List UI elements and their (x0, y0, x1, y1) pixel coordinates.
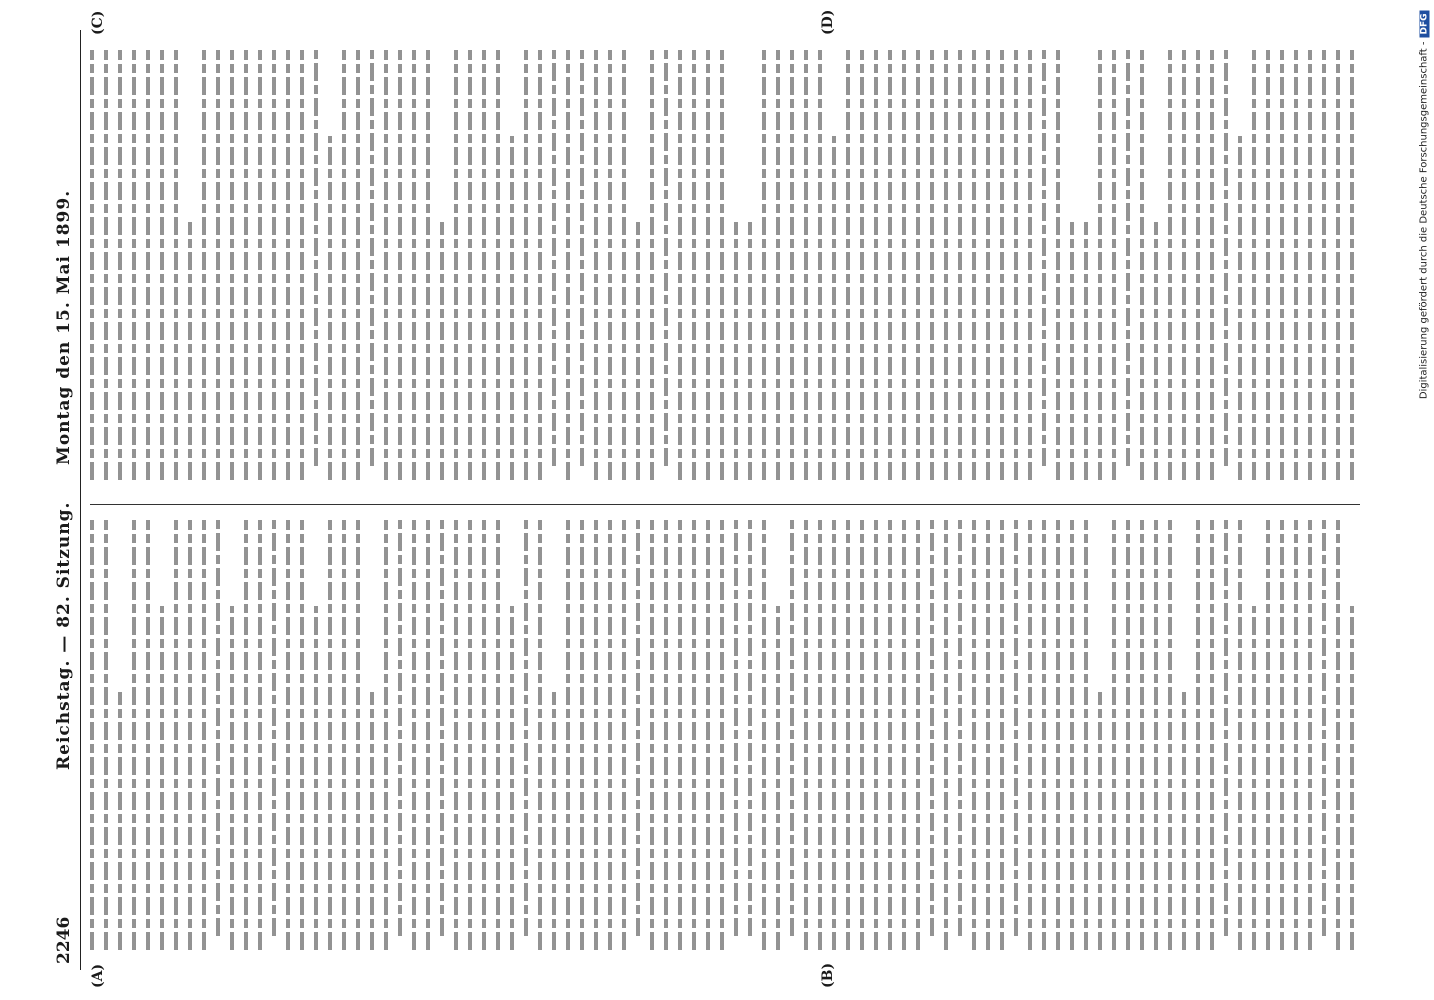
text-line (1266, 50, 1270, 480)
text-line (1042, 520, 1046, 950)
right-column-text (90, 50, 1370, 480)
text-line (258, 50, 262, 480)
text-line (1098, 50, 1102, 480)
text-line (482, 50, 486, 480)
text-line (1168, 520, 1172, 950)
column-divider (90, 504, 1360, 505)
margin-marker-a: (A) (90, 963, 106, 988)
text-line (398, 50, 402, 480)
text-line (538, 520, 542, 950)
text-line (986, 520, 990, 950)
text-line (216, 520, 220, 936)
text-line (118, 50, 122, 480)
text-line (104, 520, 108, 950)
text-line (384, 520, 388, 950)
text-line (1252, 50, 1256, 480)
text-line (174, 50, 178, 480)
margin-marker-d: (D) (820, 9, 836, 35)
text-line (342, 50, 346, 480)
text-line (1056, 520, 1060, 950)
text-line (342, 520, 346, 950)
text-line (916, 50, 920, 480)
text-line (1014, 50, 1018, 480)
text-line (986, 50, 990, 480)
text-line (580, 520, 584, 950)
text-line (1280, 50, 1284, 480)
text-line (1308, 520, 1312, 950)
text-line (1000, 520, 1004, 950)
text-line (1168, 50, 1172, 480)
text-line (188, 520, 192, 950)
text-line (1126, 520, 1130, 950)
text-line (118, 692, 122, 950)
text-line (230, 50, 234, 480)
text-line (454, 520, 458, 950)
text-line (230, 606, 234, 950)
text-line (426, 520, 430, 950)
text-line (1350, 50, 1354, 480)
text-line (566, 520, 570, 950)
text-line (160, 50, 164, 480)
text-line (328, 520, 332, 950)
text-line (1322, 50, 1326, 480)
text-line (720, 520, 724, 950)
text-line (790, 50, 794, 480)
text-line (860, 520, 864, 950)
text-line (818, 520, 822, 950)
text-line (650, 520, 654, 950)
text-line (930, 50, 934, 480)
text-line (496, 50, 500, 480)
text-line (1182, 692, 1186, 950)
text-line (454, 50, 458, 480)
text-line (300, 520, 304, 950)
text-line (328, 136, 332, 480)
text-line (202, 520, 206, 950)
text-line (524, 520, 528, 936)
text-line (1280, 520, 1284, 950)
text-line (1294, 520, 1298, 950)
page-number: 2246 (54, 916, 74, 964)
digitization-note (1414, 8, 1430, 998)
text-line (622, 50, 626, 480)
text-line (1084, 520, 1088, 950)
text-line (314, 50, 318, 466)
text-line (580, 50, 584, 466)
text-line (1238, 520, 1242, 950)
text-line (706, 520, 710, 950)
text-line (902, 50, 906, 480)
text-line (160, 606, 164, 950)
text-line (860, 50, 864, 480)
text-line (650, 50, 654, 480)
text-line (944, 520, 948, 950)
text-line (678, 50, 682, 480)
text-line (286, 50, 290, 480)
text-line (958, 50, 962, 480)
text-line (1028, 50, 1032, 480)
text-line (720, 50, 724, 480)
text-line (1126, 50, 1130, 466)
text-line (524, 50, 528, 480)
left-column-text (90, 520, 1370, 950)
text-line (104, 50, 108, 480)
text-line (1210, 50, 1214, 480)
text-line (916, 520, 920, 950)
text-line (202, 50, 206, 480)
text-line (1350, 606, 1354, 950)
text-line (1252, 606, 1256, 950)
text-line (804, 520, 808, 950)
text-line (762, 520, 766, 950)
text-line (776, 50, 780, 480)
session-title: Reichstag. — 82. Sitzung. (54, 501, 74, 770)
text-line (1042, 50, 1046, 466)
text-line (608, 520, 612, 950)
text-line (132, 50, 136, 480)
text-line (846, 520, 850, 950)
text-line (1336, 520, 1340, 950)
text-line (1140, 520, 1144, 950)
text-line (748, 222, 752, 480)
text-line (146, 520, 150, 950)
text-line (398, 520, 402, 936)
text-line (1112, 50, 1116, 480)
text-line (804, 50, 808, 480)
text-line (692, 50, 696, 480)
text-line (370, 692, 374, 950)
text-line (90, 520, 94, 950)
text-line (188, 222, 192, 480)
margin-marker-c: (C) (90, 10, 106, 35)
text-line (468, 50, 472, 480)
document-page (50, 9, 1380, 988)
text-line (510, 136, 514, 480)
text-line (972, 50, 976, 480)
text-line (370, 50, 374, 466)
digitization-note-text: Digitalisierung gefördert durch die Deutsche Forschungsgemeinschaft - (1418, 41, 1430, 400)
text-line (1196, 50, 1200, 480)
text-line (272, 50, 276, 480)
text-line (944, 50, 948, 480)
text-line (874, 50, 878, 480)
text-line (1336, 50, 1340, 480)
text-line (608, 50, 612, 480)
text-line (776, 606, 780, 950)
text-line (790, 520, 794, 936)
text-line (1154, 222, 1158, 480)
text-line (496, 520, 500, 950)
text-line (216, 50, 220, 480)
text-line (174, 520, 178, 950)
text-line (412, 520, 416, 950)
text-line (818, 50, 822, 480)
text-line (1266, 520, 1270, 950)
text-line (664, 520, 668, 950)
text-line (356, 50, 360, 480)
text-line (888, 520, 892, 950)
text-line (1140, 50, 1144, 480)
text-line (1224, 520, 1228, 936)
text-line (300, 50, 304, 480)
text-line (1308, 50, 1312, 480)
text-line (706, 50, 710, 480)
text-line (762, 50, 766, 480)
text-line (594, 50, 598, 480)
text-line (356, 520, 360, 950)
text-line (440, 520, 444, 936)
text-line (1238, 136, 1242, 480)
text-line (1014, 520, 1018, 936)
text-line (888, 50, 892, 480)
page-header (50, 30, 81, 970)
text-line (244, 50, 248, 480)
text-line (636, 520, 640, 936)
text-line (1182, 50, 1186, 480)
text-line (1224, 50, 1228, 466)
text-line (846, 50, 850, 480)
text-line (972, 520, 976, 950)
text-line (1000, 50, 1004, 480)
dfg-logo: DFG (1420, 11, 1430, 38)
text-line (1196, 520, 1200, 950)
text-line (692, 520, 696, 950)
text-line (1028, 520, 1032, 950)
text-line (286, 520, 290, 950)
text-line (468, 520, 472, 950)
text-line (314, 606, 318, 950)
text-line (244, 520, 248, 950)
text-line (132, 520, 136, 950)
text-line (1056, 50, 1060, 480)
text-line (552, 50, 556, 466)
text-line (1294, 50, 1298, 480)
text-line (734, 222, 738, 480)
text-line (272, 520, 276, 936)
text-line (510, 606, 514, 950)
text-line (594, 520, 598, 950)
text-line (90, 50, 94, 480)
text-line (146, 50, 150, 480)
session-date: Montag den 15. Mai 1899. (54, 189, 74, 465)
text-line (1112, 520, 1116, 950)
text-line (902, 520, 906, 950)
text-line (384, 50, 388, 480)
text-line (552, 692, 556, 950)
text-line (412, 50, 416, 480)
margin-marker-b: (B) (820, 962, 836, 988)
text-line (1084, 222, 1088, 480)
text-line (874, 520, 878, 950)
text-line (832, 136, 836, 480)
text-line (440, 222, 444, 480)
text-line (664, 50, 668, 466)
text-line (1210, 520, 1214, 950)
text-line (832, 520, 836, 950)
text-line (1154, 520, 1158, 950)
text-line (538, 50, 542, 480)
text-line (636, 222, 640, 480)
text-line (734, 520, 738, 936)
text-line (258, 520, 262, 950)
text-line (958, 520, 962, 936)
text-line (748, 520, 752, 936)
text-line (1070, 520, 1074, 950)
text-line (930, 520, 934, 936)
text-line (622, 520, 626, 950)
text-line (482, 520, 486, 950)
text-line (1070, 222, 1074, 480)
text-line (1098, 692, 1102, 950)
text-line (426, 50, 430, 480)
text-line (1322, 520, 1326, 936)
text-line (678, 520, 682, 950)
text-line (566, 50, 570, 480)
